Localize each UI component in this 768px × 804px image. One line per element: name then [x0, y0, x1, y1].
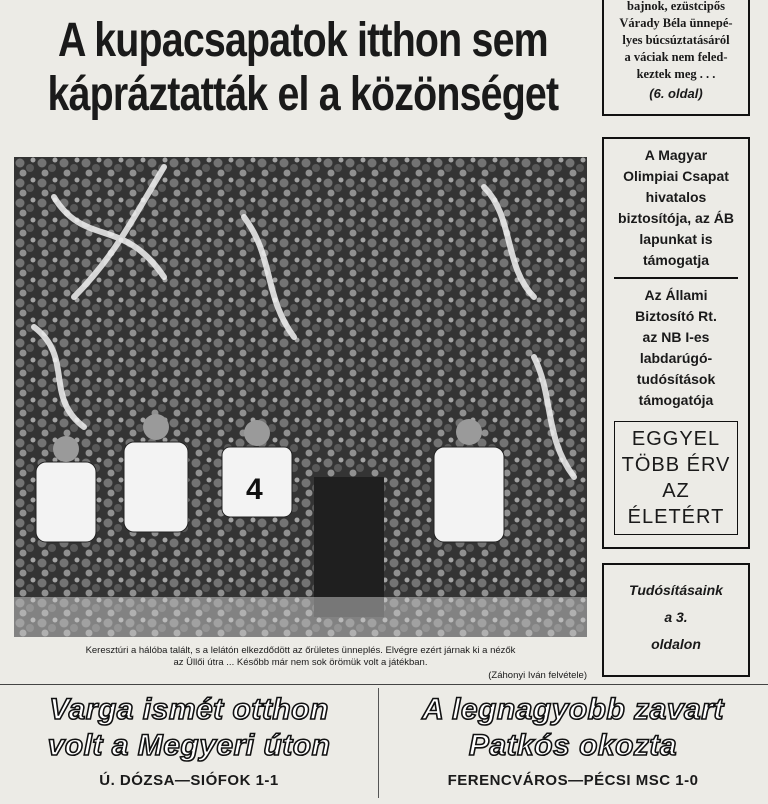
slogan-line: AZ ÉLETÉRT [627, 480, 725, 528]
sponsor-line: hivatalos [645, 189, 707, 205]
slogan-line: EGGYEL [631, 428, 721, 450]
headline-line-2: kápráztatták el a közönséget [47, 68, 559, 121]
sponsor-line: az NB I-es [642, 329, 710, 345]
teaser-line-3: lyes búcsúztatásáról [622, 33, 730, 47]
sponsor-box [602, 137, 750, 549]
sponsor-line: biztosítója, az ÁB [618, 210, 734, 226]
match-photo [14, 157, 587, 637]
left-title-line-2: volt a Megyeri úton [47, 729, 331, 762]
sidebar-teaser-box [602, 0, 750, 116]
sponsor-line: támogatja [642, 252, 710, 268]
teaser-page-ref: (6. oldal) [649, 86, 703, 101]
sponsor-divider [614, 277, 738, 279]
slogan-box [614, 421, 738, 535]
reports-line-2: a 3. [664, 609, 688, 625]
caption-line-1: Keresztúri a hálóba talált, s a lelátón elkezdődött az őrületes ünneplés. Elvégre ezért járnak ki a nézők [85, 645, 516, 656]
photo-credit: (Záhonyi Iván felvétele) [488, 670, 587, 681]
column-divider [378, 688, 379, 798]
slogan-line: TÖBB ÉRV [621, 454, 731, 476]
right-title-line-1: A legnagyobb zavart [422, 693, 724, 726]
headline-line-1: A kupacsapatok itthon sem [57, 14, 548, 67]
sponsor-line: Biztosító Rt. [635, 308, 717, 324]
sponsor-line: Az Állami [644, 287, 708, 303]
sponsor-line: tudósítások [636, 371, 716, 387]
left-match-score: Ú. DÓZSA—SIÓFOK 1-1 [99, 772, 279, 789]
right-match-score: FERENCVÁROS—PÉCSI MSC 1-0 [447, 772, 699, 789]
sponsor-line: lapunkat is [639, 231, 713, 247]
teaser-line-2: Várady Béla ünnepé- [619, 16, 733, 30]
left-match-title [0, 692, 378, 764]
teaser-line-4: a váciak nem feled- [624, 50, 728, 64]
teaser-line-5: keztek meg . . . [636, 67, 716, 81]
teaser-line-1: bajnok, ezüstcipős [627, 0, 725, 13]
sponsor-para-1 [610, 145, 742, 271]
main-headline [20, 14, 586, 122]
left-title-line-1: Varga ismét otthon [49, 693, 329, 726]
sponsor-para-2 [610, 285, 742, 411]
caption-line-2: az Üllői útra ... Később már nem sok örömük volt a játékban. [173, 657, 428, 668]
jersey-number: 4 [246, 473, 263, 506]
section-divider [0, 684, 768, 685]
right-title-line-2: Patkós okozta [468, 729, 678, 762]
right-match-title [384, 692, 762, 764]
sponsor-line: A Magyar [644, 147, 708, 163]
sponsor-line: Olimpiai Csapat [623, 168, 729, 184]
sponsor-line: labdarúgó- [639, 350, 713, 366]
sponsor-line: támogatója [638, 392, 714, 408]
reports-box [602, 563, 750, 677]
photo-caption [14, 645, 587, 682]
reports-line-1: Tudósításaink [629, 582, 723, 598]
reports-line-3: oldalon [651, 636, 701, 652]
